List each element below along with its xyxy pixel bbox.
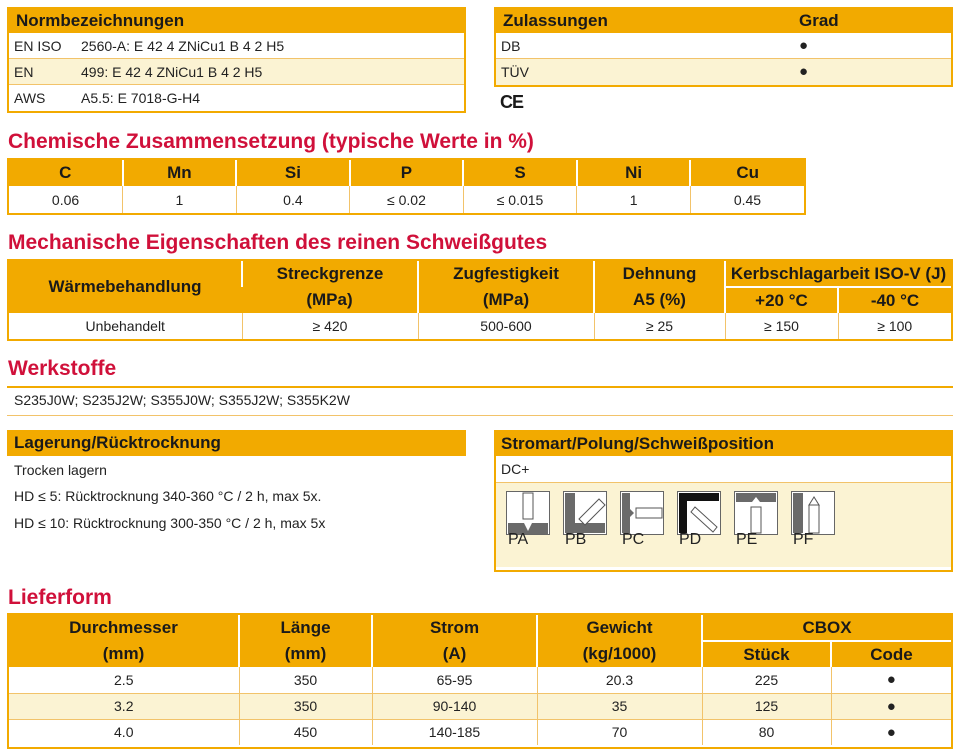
mechanik-title: Mechanische Eigenschaften des reinen Schweißgutes [8, 231, 548, 254]
position-label: PD [679, 531, 702, 548]
zulassung-name: DB [501, 38, 521, 54]
durchmesser-unit: (mm) [9, 641, 239, 667]
lieferform-table [9, 615, 951, 745]
durchmesser-value: 3.2 [9, 693, 239, 719]
strom-header: Strom [372, 615, 537, 641]
kerbschlag-header: Kerbschlagarbeit ISO-V (J) [725, 261, 951, 287]
position-pe-icon [734, 491, 778, 535]
normbezeichnungen-title: Normbezeichnungen [9, 9, 464, 33]
chemie-header: Cu [690, 160, 804, 186]
laenge-value: 350 [239, 693, 372, 719]
streck-header: Streckgrenze [242, 261, 418, 287]
zulassung-row-tuev [496, 59, 951, 85]
position-pa-icon [506, 491, 550, 535]
zug-value: 500-600 [418, 313, 594, 339]
chemie-value: 0.4 [236, 186, 350, 213]
lieferform-row [9, 667, 951, 693]
stueck-header: Stück [702, 641, 831, 667]
plus20-value: ≥ 150 [725, 313, 838, 339]
norm-label: AWS [14, 90, 46, 106]
lieferform-table-box [7, 613, 953, 749]
strom-value: 65-95 [372, 667, 537, 693]
werkstoffe-bottom-rule [7, 415, 953, 416]
strom-value: 90-140 [372, 693, 537, 719]
lieferform-row [9, 719, 951, 745]
laenge-unit: (mm) [239, 641, 372, 667]
chemie-header: S [463, 160, 577, 186]
laenge-value: 450 [239, 719, 372, 745]
mechanik-table-box [7, 259, 953, 341]
laenge-value: 350 [239, 667, 372, 693]
chemie-header: C [9, 160, 123, 186]
chemie-value: ≤ 0.015 [463, 186, 577, 213]
stromart-value: DC+ [496, 456, 951, 483]
zulassungen-header [496, 9, 951, 33]
chemie-title: Chemische Zusammensetzung (typische Werte in %) [8, 130, 534, 153]
lagerung-line: Trocken lagern [14, 462, 107, 478]
norm-value: 2560-A: E 42 4 ZNiCu1 B 4 2 H5 [81, 38, 285, 54]
norm-value: 499: E 42 4 ZNiCu1 B 4 2 H5 [81, 64, 263, 80]
dehnung-value: ≥ 25 [594, 313, 725, 339]
norm-value: A5.5: E 7018-G-H4 [81, 90, 201, 106]
gewicht-value: 70 [537, 719, 702, 745]
norm-row-en-iso [9, 33, 464, 59]
werkstoffe-rule [7, 386, 953, 388]
zulassung-name: TÜV [501, 64, 529, 80]
strom-unit: (A) [372, 641, 537, 667]
durchmesser-value: 4.0 [9, 719, 239, 745]
zulassungen-title: Zulassungen [503, 11, 608, 30]
ce-mark-icon: CE [500, 92, 524, 112]
chemie-table [9, 160, 804, 213]
werkstoffe-text: S235J0W; S235J2W; S355J0W; S355J2W; S355K2W [14, 392, 350, 408]
zug-header: Zugfestigkeit [418, 261, 594, 287]
chemie-value: 1 [577, 186, 691, 213]
chemie-value: 1 [123, 186, 237, 213]
position-pd-icon [677, 491, 721, 535]
stromart-title: Stromart/Polung/Schweißposition [496, 432, 951, 456]
norm-label: EN [14, 64, 34, 80]
positions-area [496, 483, 951, 567]
grad-dot: ● [799, 37, 809, 54]
durchmesser-header: Durchmesser [9, 615, 239, 641]
gewicht-header: Gewicht [537, 615, 702, 641]
waerme-header: Wärmebehandlung [9, 261, 242, 313]
stueck-value: 225 [702, 667, 831, 693]
position-pf-icon [791, 491, 835, 535]
cbox-header: CBOX [702, 615, 951, 641]
position-label: PB [565, 531, 587, 548]
position-label: PF [793, 531, 814, 548]
werkstoffe-title: Werkstoffe [8, 357, 117, 380]
code-dot: ● [831, 667, 951, 693]
lieferform-title: Lieferform [8, 586, 112, 609]
zug-unit: (MPa) [418, 287, 594, 313]
gewicht-value: 20.3 [537, 667, 702, 693]
position-label: PA [508, 531, 529, 548]
chemie-header: P [350, 160, 464, 186]
chemie-header: Mn [123, 160, 237, 186]
lieferform-row [9, 693, 951, 719]
minus40-value: ≥ 100 [838, 313, 951, 339]
streck-value: ≥ 420 [242, 313, 418, 339]
stueck-value: 125 [702, 693, 831, 719]
norm-row-en [9, 59, 464, 85]
dehnung-unit: A5 (%) [594, 287, 725, 313]
zulassung-row-db [496, 33, 951, 59]
mechanik-table [9, 261, 951, 339]
norm-row-aws [9, 85, 464, 111]
plus20-header: +20 °C [725, 287, 838, 313]
zulassungen-box [494, 7, 953, 87]
position-label: PC [622, 531, 645, 548]
chemie-value: ≤ 0.02 [350, 186, 464, 213]
code-dot: ● [831, 719, 951, 745]
laenge-header: Länge [239, 615, 372, 641]
chemie-value: 0.06 [9, 186, 123, 213]
durchmesser-value: 2.5 [9, 667, 239, 693]
strom-value: 140-185 [372, 719, 537, 745]
streck-unit: (MPa) [242, 287, 418, 313]
chemie-header: Ni [577, 160, 691, 186]
normbezeichnungen-box [7, 7, 466, 113]
norm-label: EN ISO [14, 38, 62, 54]
chemie-value: 0.45 [690, 186, 804, 213]
chemie-table-box [7, 158, 806, 215]
grad-header: Grad [799, 11, 839, 30]
minus40-header: -40 °C [838, 287, 951, 313]
stueck-value: 80 [702, 719, 831, 745]
gewicht-unit: (kg/1000) [537, 641, 702, 667]
lagerung-line: HD ≤ 10: Rücktrocknung 300-350 °C / 2 h, max 5x [14, 515, 326, 531]
position-pb-icon [563, 491, 607, 535]
lagerung-title: Lagerung/Rücktrocknung [7, 430, 466, 456]
stromart-box [494, 430, 953, 572]
waerme-value: Unbehandelt [9, 313, 242, 339]
gewicht-value: 35 [537, 693, 702, 719]
lagerung-line: HD ≤ 5: Rücktrocknung 340-360 °C / 2 h, max 5x. [14, 488, 322, 504]
chemie-header: Si [236, 160, 350, 186]
position-pc-icon [620, 491, 664, 535]
position-label: PE [736, 531, 758, 548]
dehnung-header: Dehnung [594, 261, 725, 287]
code-dot: ● [831, 693, 951, 719]
grad-dot: ● [799, 63, 809, 80]
code-header: Code [831, 641, 951, 667]
